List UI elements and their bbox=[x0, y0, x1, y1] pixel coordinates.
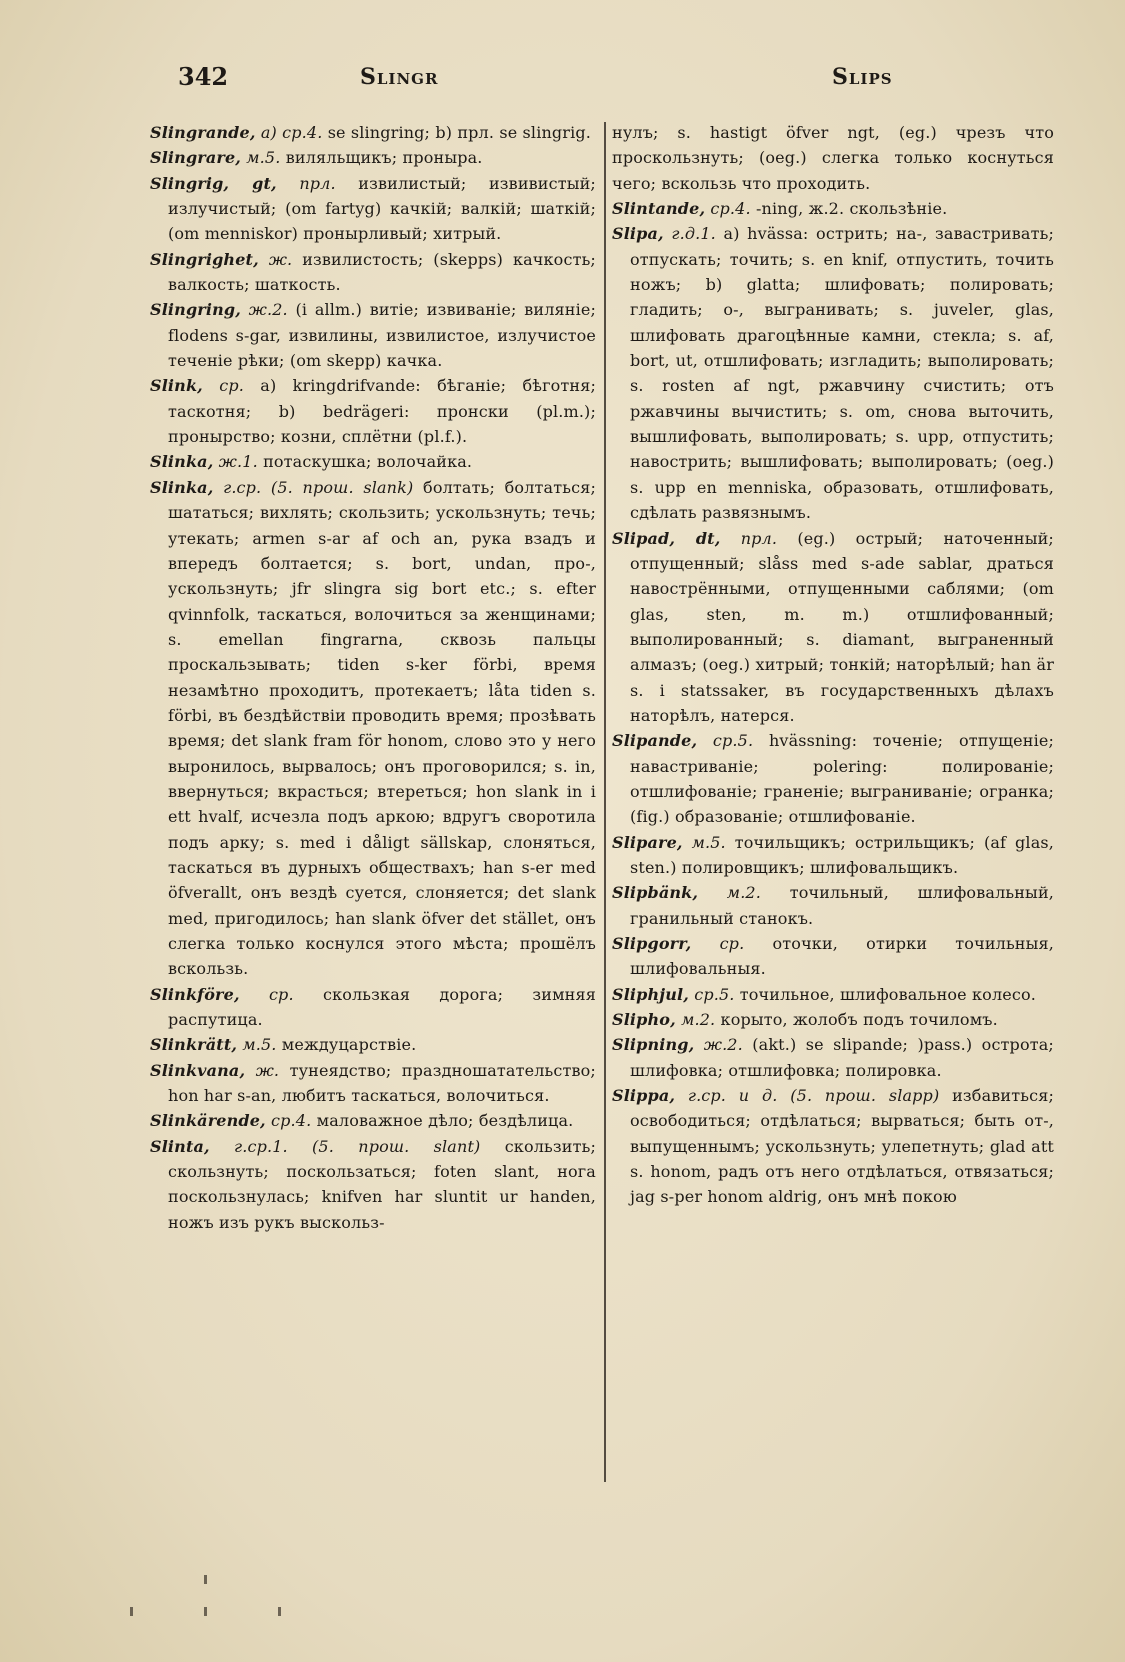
dictionary-entry bbox=[150, 247, 596, 298]
entry-headword: Slinta, bbox=[150, 1136, 210, 1156]
dictionary-entry bbox=[150, 373, 596, 449]
entry-grammar: прл. bbox=[299, 173, 336, 193]
dictionary-entry bbox=[612, 120, 1054, 196]
entry-grammar: ср. bbox=[268, 984, 294, 1004]
entry-grammar: ж.1. bbox=[218, 452, 258, 472]
entry-grammar: ж. bbox=[255, 1060, 280, 1080]
entry-text: извилистость; (skepps) качкость; валкость; шаткость. bbox=[168, 249, 596, 295]
entry-grammar: ж.2. bbox=[703, 1035, 743, 1055]
entry-headword: Slingrande, bbox=[150, 123, 256, 142]
entry-headword: Slintande, bbox=[612, 199, 706, 219]
entry-text: междуцарствіе. bbox=[281, 1035, 417, 1055]
entry-grammar: ср. bbox=[219, 376, 244, 396]
dictionary-entry bbox=[612, 982, 1054, 1007]
entry-text: точильный, шлифовальный, гранильный станокъ. bbox=[630, 883, 1054, 928]
entry-text: болтать; болтаться; шататься; вихлять; скользить; ускользнуть; течь; утекать; armen s-ar af och an, рука взадъ и впередъ болтается; s. bort, undan, про-, ускользнуть; jfr slingra sig bort etc.; s. efter qvinnfolk, таскаться, волочиться за женщинами; s. emellan fingrarna, сквозь пальцы проскальзывать; tiden s-ker förbi, время незамѣтно проходитъ, протекаетъ; låta tiden s. förbi, въ бездѣйствіи проводить время; прозѣвать время; det slank fram för honom, слово это у него выронилось, вырвалось; онъ проговорился; s. in, ввернуться; вкрасться; втереться; hon slank in i ett hvalf, исчезла подъ аркою; вдругъ своротила подъ арку; s. med i dåligt sällskap, слоняться, таскаться въ дурныхъ обществахъ; han s-er med öfverallt, онъ вездѣ суется, слоняется; det slank med, пригодилось; han slank öfver det stället, онъ слегка только коснулся этого мѣста; прошёлъ вскользь. bbox=[168, 477, 596, 979]
dictionary-entry bbox=[150, 475, 596, 982]
entry-headword: Slippa, bbox=[612, 1086, 676, 1106]
entry-grammar: ср.5. bbox=[694, 984, 735, 1004]
entry-headword: Slingrighet, bbox=[150, 249, 259, 269]
entry-headword: Slingrare, bbox=[150, 148, 242, 168]
entry-headword: Slinkföre, bbox=[150, 984, 240, 1004]
dictionary-entry bbox=[612, 1007, 1054, 1032]
dictionary-entry bbox=[150, 171, 596, 247]
entry-text: нулъ; s. hastigt öfver ngt, (eg.) чрезъ что проскользнуть; (oeg.) слегка только коснуться чего; вскользь что проходить. bbox=[612, 123, 1054, 193]
entry-headword: Slingring, bbox=[150, 300, 241, 320]
entry-grammar: г.ср.1. (5. прош. slant) bbox=[234, 1136, 481, 1156]
entry-headword: Slingrig, gt, bbox=[150, 173, 277, 193]
entry-text: тунеядство; праздношатательство; hon har s-an, любитъ таскаться, волочиться. bbox=[168, 1060, 596, 1106]
dictionary-entry bbox=[150, 297, 596, 373]
entry-text: точильщикъ; острильщикъ; (af glas, sten.) полировщикъ; шлифовальщикъ. bbox=[630, 832, 1054, 877]
entry-text: скользкая дорога; зимняя распутица. bbox=[168, 984, 596, 1030]
left-column bbox=[150, 120, 596, 1235]
dictionary-entry bbox=[612, 1032, 1054, 1083]
entry-text: корыто, жолобъ подъ точиломъ. bbox=[720, 1010, 998, 1030]
page-number: 342 bbox=[178, 62, 229, 91]
dictionary-entry bbox=[612, 830, 1054, 881]
entry-grammar: ж.2. bbox=[248, 300, 288, 320]
entry-headword: Slinkärende, bbox=[150, 1111, 266, 1131]
entry-headword: Slipho, bbox=[612, 1010, 676, 1030]
dictionary-entry bbox=[612, 196, 1054, 221]
entry-text: виляльщикъ; проныра. bbox=[285, 148, 483, 168]
running-head-right: Slips bbox=[832, 64, 893, 90]
column-divider bbox=[604, 122, 606, 1482]
entry-text: (i allm.) витіе; извиваніе; виляніе; flodens s-gar, извилины, извилистое, излучистое теченіе рѣки; (om skepp) качка. bbox=[168, 300, 596, 371]
entry-grammar: м.5. bbox=[242, 1035, 277, 1055]
entry-text: (akt.) se slipande; )pass.) острота; шлифовка; отшлифовка; полировка. bbox=[630, 1035, 1054, 1080]
entry-headword: Slipad, dt, bbox=[612, 528, 721, 548]
page-smudges bbox=[130, 1575, 330, 1635]
entry-text: hvässning: точеніе; отпущеніе; навастриваніе; polering: полированіе; отшлифованіе; граненіе; выграниваніе; огранка; (fig.) образованіе; отшлифованіе. bbox=[630, 731, 1054, 827]
entry-headword: Slinka, bbox=[150, 452, 214, 472]
entry-text: se slingring; b) прл. se slingrig. bbox=[327, 123, 591, 142]
entry-grammar: г.ср. (5. прош. slank) bbox=[223, 477, 414, 497]
entry-text: избавиться; освободиться; отдѣлаться; вырваться; быть от-, выпущеннымъ; ускользнуть; улепетнуть; glad att s. honom, радъ отъ него отдѣлаться, отвязаться; jag s-per honom aldrig, онъ мнѣ покою bbox=[630, 1086, 1054, 1207]
entry-grammar: м.2. bbox=[726, 883, 761, 903]
dictionary-entry bbox=[612, 880, 1054, 931]
dictionary-entry bbox=[150, 1058, 596, 1109]
dictionary-entry bbox=[150, 982, 596, 1033]
dictionary-entry bbox=[150, 120, 596, 145]
entry-headword: Slipbänk, bbox=[612, 883, 699, 903]
dictionary-entry bbox=[612, 728, 1054, 829]
dictionary-entry bbox=[150, 449, 596, 474]
dictionary-entry bbox=[150, 145, 596, 170]
dictionary-entry bbox=[150, 1134, 596, 1235]
entry-headword: Slinka, bbox=[150, 477, 214, 497]
entry-grammar: ср.4. bbox=[710, 199, 751, 219]
dictionary-entry bbox=[150, 1108, 596, 1133]
entry-headword: Sliphjul, bbox=[612, 984, 689, 1004]
entry-text: оточки, отирки точильныя, шлифовальныя. bbox=[630, 934, 1054, 979]
page-header bbox=[0, 62, 1125, 92]
entry-grammar: г.д.1. bbox=[671, 224, 716, 244]
entry-grammar: м.2. bbox=[681, 1010, 716, 1030]
entry-headword: Slinkvana, bbox=[150, 1060, 246, 1080]
entry-headword: Slipare, bbox=[612, 832, 683, 852]
entry-grammar: м.5. bbox=[691, 832, 726, 852]
entry-grammar: ср.5. bbox=[712, 731, 754, 751]
entry-grammar: прл. bbox=[740, 528, 778, 548]
entry-text: точильное, шлифовальное колесо. bbox=[739, 984, 1037, 1004]
entry-headword: Slipa, bbox=[612, 224, 664, 244]
running-head-left: Slingr bbox=[360, 64, 439, 90]
entry-text: маловажное дѣло; бездѣлица. bbox=[316, 1111, 574, 1131]
dictionary-entry bbox=[612, 526, 1054, 729]
entry-headword: Slink, bbox=[150, 376, 203, 396]
dictionary-entry bbox=[150, 1032, 596, 1057]
entry-grammar: ср. bbox=[719, 934, 745, 953]
entry-text: a) hvässa: острить; на-, завастривать; отпускать; точить; s. en knif, отпустить, точить ножъ; b) glatta; шлифовать; полировать; гладить; о-, выгранивать; s. juveler, glas, шлифовать драгоцѣнные камни, стекла; s. af, bort, ut, отшлифовать; изгладить; выполировать; s. rosten af ngt, ржавчину счистить; отъ ржавчины вычистить; s. om, снова выточить, вышлифовать, выполировать; s. upp, отпустить; навострить; вышлифовать; выполировать; (oeg.) s. upp en menniska, образовать, отшлифовать, сдѣлать развязнымъ. bbox=[630, 224, 1054, 523]
entry-headword: Slipning, bbox=[612, 1035, 695, 1055]
dictionary-entry bbox=[612, 221, 1054, 525]
right-column bbox=[612, 120, 1054, 1210]
entry-grammar: ж. bbox=[268, 249, 293, 269]
entry-grammar: ср.4. bbox=[271, 1111, 312, 1131]
entry-headword: Slipande, bbox=[612, 731, 698, 751]
entry-grammar: г.ср. и д. (5. прош. slapp) bbox=[687, 1086, 940, 1106]
dictionary-entry bbox=[612, 1083, 1054, 1210]
entry-grammar: м.5. bbox=[246, 148, 281, 168]
entry-text: потаскушка; волочайка. bbox=[263, 452, 473, 472]
entry-grammar: a) ср.4. bbox=[260, 123, 323, 142]
entry-headword: Slinkrätt, bbox=[150, 1035, 238, 1055]
entry-text: скользить; скользнуть; поскользаться; foten slant, нога поскользнулась; knifven har sluntit ur handen, ножъ изъ рукъ выскольз- bbox=[168, 1136, 596, 1232]
entry-text: извилистый; извивистый; излучистый; (om fartyg) качкій; валкій; шаткій; (om menniskor) пронырливый; хитрый. bbox=[168, 173, 596, 244]
dictionary-entry bbox=[612, 931, 1054, 982]
entry-text: a) kringdrifvande: бѣганіе; бѣготня; таскотня; b) bedrägeri: пронски (pl.m.); пронырство; козни, сплётни (pl.f.). bbox=[168, 376, 596, 447]
entry-headword: Slipgorr, bbox=[612, 934, 692, 953]
entry-text: -ning, ж.2. скользѣніе. bbox=[755, 199, 948, 219]
entry-text: (eg.) острый; наточенный; отпущенный; slåss med s-ade sablar, драться навострёнными, отпущенными саблями; (om glas, sten, m. m.) отшлифованный; выполированный; s. diamant, выграненный алмазъ; (oeg.) хитрый; тонкій; наторѣлый; han är s. i statssaker, въ государственныхъ дѣлахъ наторѣлъ, натерся. bbox=[630, 528, 1054, 725]
